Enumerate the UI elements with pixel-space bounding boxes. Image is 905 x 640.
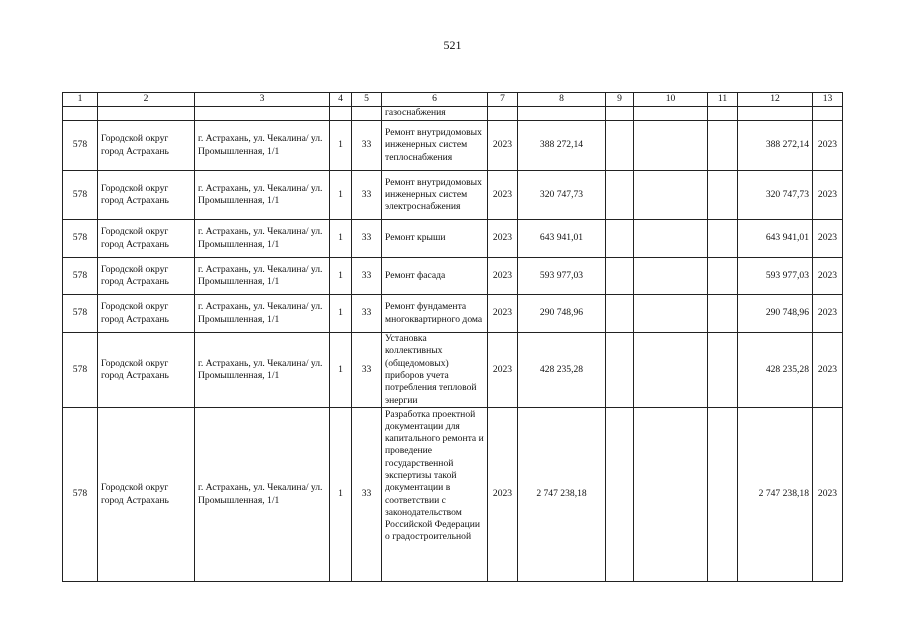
empty-cell [708, 258, 738, 295]
year-cell: 2023 [488, 408, 518, 582]
column-header: 3 [195, 93, 330, 107]
cost-cell: 428 235,28 [518, 333, 606, 408]
column-header: 1 [63, 93, 98, 107]
address-cell: г. Астрахань, ул. Чекалина/ ул. Промышленная, 1/1 [195, 258, 330, 295]
empty-cell [606, 258, 634, 295]
cost-cell: 593 977,03 [518, 258, 606, 295]
work-cell: Ремонт фасада [382, 258, 488, 295]
total-cell: 320 747,73 [738, 171, 813, 220]
cost-cell: 2 747 238,18 [518, 408, 606, 582]
code-cell: 33 [352, 171, 382, 220]
row-number-cell: 578 [63, 121, 98, 171]
code-cell: 33 [352, 121, 382, 171]
address-cell: г. Астрахань, ул. Чекалина/ ул. Промышленная, 1/1 [195, 333, 330, 408]
cost-cell: 643 941,01 [518, 220, 606, 258]
empty-cell [606, 295, 634, 333]
code-cell: 33 [352, 258, 382, 295]
column-number-row [63, 93, 843, 107]
municipality-cell: Городской округ город Астрахань [98, 258, 195, 295]
table-row [63, 333, 843, 408]
column-header: 7 [488, 93, 518, 107]
cost-cell: 388 272,14 [518, 121, 606, 171]
code-cell: 33 [352, 220, 382, 258]
column-header: 2 [98, 93, 195, 107]
table-row [63, 258, 843, 295]
total-cell: 643 941,01 [738, 220, 813, 258]
count-cell: 1 [330, 408, 352, 582]
empty-cell [634, 295, 708, 333]
column-header: 10 [634, 93, 708, 107]
empty-cell [634, 408, 708, 582]
row-number-cell: 578 [63, 258, 98, 295]
continuation-row [63, 107, 843, 121]
empty-cell [606, 121, 634, 171]
count-cell: 1 [330, 121, 352, 171]
work-cell [382, 408, 488, 582]
address-cell: г. Астрахань, ул. Чекалина/ ул. Промышленная, 1/1 [195, 121, 330, 171]
register-table [62, 92, 843, 582]
count-cell: 1 [330, 171, 352, 220]
table-row [63, 121, 843, 171]
municipality-cell: Городской округ город Астрахань [98, 295, 195, 333]
row-number-cell: 578 [63, 408, 98, 582]
municipality-cell: Городской округ город Астрахань [98, 171, 195, 220]
year-cell: 2023 [488, 333, 518, 408]
work-cell: Ремонт внутридомовых инженерных систем теплоснабжения [382, 121, 488, 171]
page-number: 521 [443, 38, 462, 52]
empty-cell [708, 171, 738, 220]
empty-cell [634, 121, 708, 171]
code-cell: 33 [352, 295, 382, 333]
column-header: 8 [518, 93, 606, 107]
work-cell: Ремонт внутридомовых инженерных систем электроснабжения [382, 171, 488, 220]
table-row [63, 171, 843, 220]
year-cell: 2023 [488, 258, 518, 295]
count-cell: 1 [330, 220, 352, 258]
empty-cell [606, 333, 634, 408]
table-row [63, 220, 843, 258]
empty-cell [606, 220, 634, 258]
table-row [63, 295, 843, 333]
empty-cell [708, 121, 738, 171]
code-cell: 33 [352, 408, 382, 582]
empty-cell [634, 333, 708, 408]
year-cell: 2023 [488, 220, 518, 258]
address-cell: г. Астрахань, ул. Чекалина/ ул. Промышленная, 1/1 [195, 295, 330, 333]
empty-cell [634, 171, 708, 220]
total-cell: 290 748,96 [738, 295, 813, 333]
column-header: 12 [738, 93, 813, 107]
municipality-cell: Городской округ город Астрахань [98, 408, 195, 582]
table-row [63, 408, 843, 582]
year-end-cell: 2023 [813, 171, 843, 220]
work-cell: Установка коллективных (общедомовых) приборов учета потребления тепловой энергии [382, 333, 488, 408]
total-cell: 388 272,14 [738, 121, 813, 171]
column-header: 4 [330, 93, 352, 107]
empty-cell [708, 333, 738, 408]
total-cell: 593 977,03 [738, 258, 813, 295]
year-cell: 2023 [488, 295, 518, 333]
work-cell: газоснабжения [382, 107, 488, 121]
count-cell: 1 [330, 333, 352, 408]
empty-cell [606, 171, 634, 220]
column-header: 5 [352, 93, 382, 107]
row-number-cell: 578 [63, 295, 98, 333]
empty-cell [634, 258, 708, 295]
empty-cell [708, 295, 738, 333]
total-cell: 428 235,28 [738, 333, 813, 408]
empty-cell [708, 408, 738, 582]
count-cell: 1 [330, 295, 352, 333]
column-header: 13 [813, 93, 843, 107]
municipality-cell: Городской округ город Астрахань [98, 333, 195, 408]
year-end-cell: 2023 [813, 333, 843, 408]
cost-cell: 320 747,73 [518, 171, 606, 220]
year-cell: 2023 [488, 121, 518, 171]
address-cell: г. Астрахань, ул. Чекалина/ ул. Промышленная, 1/1 [195, 171, 330, 220]
address-cell: г. Астрахань, ул. Чекалина/ ул. Промышленная, 1/1 [195, 220, 330, 258]
cost-cell: 290 748,96 [518, 295, 606, 333]
code-cell: 33 [352, 333, 382, 408]
count-cell: 1 [330, 258, 352, 295]
year-end-cell: 2023 [813, 258, 843, 295]
empty-cell [634, 220, 708, 258]
total-cell: 2 747 238,18 [738, 408, 813, 582]
work-cell: Ремонт крыши [382, 220, 488, 258]
row-number-cell: 578 [63, 220, 98, 258]
year-end-cell: 2023 [813, 121, 843, 171]
column-header: 11 [708, 93, 738, 107]
column-header: 6 [382, 93, 488, 107]
municipality-cell: Городской округ город Астрахань [98, 220, 195, 258]
year-end-cell: 2023 [813, 408, 843, 582]
column-header: 9 [606, 93, 634, 107]
empty-cell [606, 408, 634, 582]
address-cell: г. Астрахань, ул. Чекалина/ ул. Промышленная, 1/1 [195, 408, 330, 582]
row-number-cell: 578 [63, 171, 98, 220]
year-end-cell: 2023 [813, 220, 843, 258]
empty-cell [708, 220, 738, 258]
row-number-cell: 578 [63, 333, 98, 408]
year-end-cell: 2023 [813, 295, 843, 333]
work-text: Разработка проектной документации для капитального ремонта и проведение государственной экспертизы такой документации в соответствии с законодательством Российской Федерации о градостроительной [385, 408, 484, 543]
work-cell: Ремонт фундамента многоквартирного дома [382, 295, 488, 333]
municipality-cell: Городской округ город Астрахань [98, 121, 195, 171]
year-cell: 2023 [488, 171, 518, 220]
